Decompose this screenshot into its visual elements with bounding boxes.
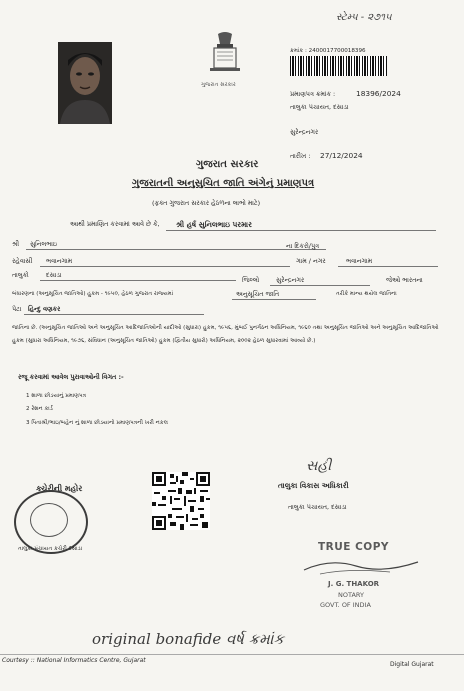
footer-courtesy: Courtesy :: National Informatics Centre, Gujarat [2, 657, 146, 664]
sub-caste: હિન્દુ વણકર [28, 305, 61, 313]
govt-title: ગુજરાત સરકાર [196, 159, 259, 170]
state-label: જેઓ ભારતના [386, 276, 423, 284]
evidence-item-2: 2 રેશન કાર્ડ [26, 406, 53, 412]
footer-rule [0, 654, 464, 655]
true-copy-stamp: TRUE COPY [318, 541, 390, 553]
issue-date: 27/12/2024 [320, 151, 363, 160]
district-value: સુરેન્દ્રનગર [276, 276, 305, 284]
resident-label: રહેવાસી [12, 257, 33, 265]
notary-signature-icon [300, 554, 420, 578]
top-handwritten-note: સ્ટેમ્પ - ૨૭૧૫ [336, 12, 392, 23]
handwritten-remark: original bonafide વર્ષ ક્રમાંક [92, 630, 284, 648]
father-name: સુનિલભાઇ [30, 240, 58, 248]
notary-govt: GOVT. OF INDIA [320, 601, 371, 609]
village-name-2: ભવાનગામ [346, 257, 373, 265]
signatory-title: તાલુકા વિકાસ અધિકારી [278, 481, 349, 490]
certificate-subtitle: (ફક્ત ગુજરાત સરકાર હેઠળના લાભો માટે) [152, 199, 261, 207]
office-round-stamp-inner [30, 503, 68, 537]
legal-paragraph: જાતિના છે. (અનુસૂચિત જાતિઓ અને અનુસૂચિત આદિજાતિઓની યાદીઓ (સુધારા) હુકમ, ૧૯૫૬, મુંબઈ પુનર્ગઠન અધિનિયમ, ૧૯૬૦ તથા અનુસૂચિત જાતિઓ અને અનુસૂચિત આદિજાતિઓ હુકમ (સુધારા અધિનિયમ, ૧૯૭૬, સંવિધાન (અનુસૂચિત જાતિઓ) હુકમ (દ્વિતીય સુધારો) અધિનિયમ, ૨૦૦૨ હેઠળ સુધારવામાં આવ્યો છે.) [12, 325, 439, 344]
son-of-label: ના દિકરો/પુત્ર [286, 242, 320, 250]
district-label: જિલ્લો [242, 276, 260, 284]
evidence-item-1: 1 શાળા છોડયાનું પ્રમાણપત્ર [26, 393, 87, 399]
taluka-office: તાલુકા પંચાયત, દસાડા [290, 103, 349, 111]
emblem-caption: ગુજરાત સરકાર [201, 82, 236, 88]
evidence-item-3: 3 પિતાશ્રી/ભાઇ/બહેન નું શાળા છોડયાનો પ્રમાણપત્રની ખરી નકલ [26, 420, 168, 426]
notary-role: NOTARY [338, 591, 364, 599]
certificate-number: 18396/2024 [356, 89, 401, 98]
office-seal-caption: ક્ચેરીની મહોર [36, 484, 83, 493]
office-stamp-ring-text: તાલુકા પંચાયત કચેરી દસાડા [18, 546, 83, 552]
barcode [290, 56, 387, 76]
barcode-number: ક્રમાંક : 2400017700018396 [290, 48, 366, 54]
qr-code [152, 472, 210, 530]
holder-name: શ્રી હર્ષ સુનિલભાઇ પરમાર [176, 220, 252, 229]
caste-type: અનુસૂચિત જાતિ [236, 290, 280, 298]
intro-text: આથી પ્રમાણિત કરવામાં આવે છે કે, [70, 220, 160, 228]
certificate-number-label: પ્રમાણપત્ર ક્રમાંક : [290, 90, 336, 98]
signatory-office: તાલુકા પંચાયત, દસાડા [288, 503, 347, 511]
date-label: તારીખ : [290, 152, 311, 160]
officer-signature: સહી [306, 458, 332, 474]
recognized-caste-text: તરીકે માન્ય થયેલ જાતિના [336, 291, 397, 297]
footer-digital-gujarat: Digital Gujarat [390, 661, 434, 668]
village-name: ભવાનગામ [46, 257, 73, 265]
evidence-heading: રજૂ કરવામાં આવેલ પુરાવાઓની વિગત :- [18, 373, 124, 381]
taluka-name: દસાડા [46, 271, 62, 279]
taluka-label: તાલુકો [12, 271, 29, 279]
notary-name: J. G. THAKOR [328, 580, 380, 588]
applicant-photo [58, 42, 112, 124]
district-name: સુરેન્દ્રનગર [290, 128, 319, 136]
national-emblem-icon [204, 30, 246, 80]
village-label: ગામ / નગર [296, 257, 326, 265]
jati-label: પેટા [12, 305, 22, 313]
certificate-title: ગુજરાતની અનુસુચિત જાતિ અંગેનું પ્રમાણપત્ર [132, 178, 315, 189]
order-text: બંધારણના (અનુસૂચિત જાતિઓ) હુકમ - ૧૯૫૦, હેઠળ ગુજરાત રાજ્યમાં [12, 291, 174, 297]
shri-label: શ્રી [12, 240, 20, 248]
